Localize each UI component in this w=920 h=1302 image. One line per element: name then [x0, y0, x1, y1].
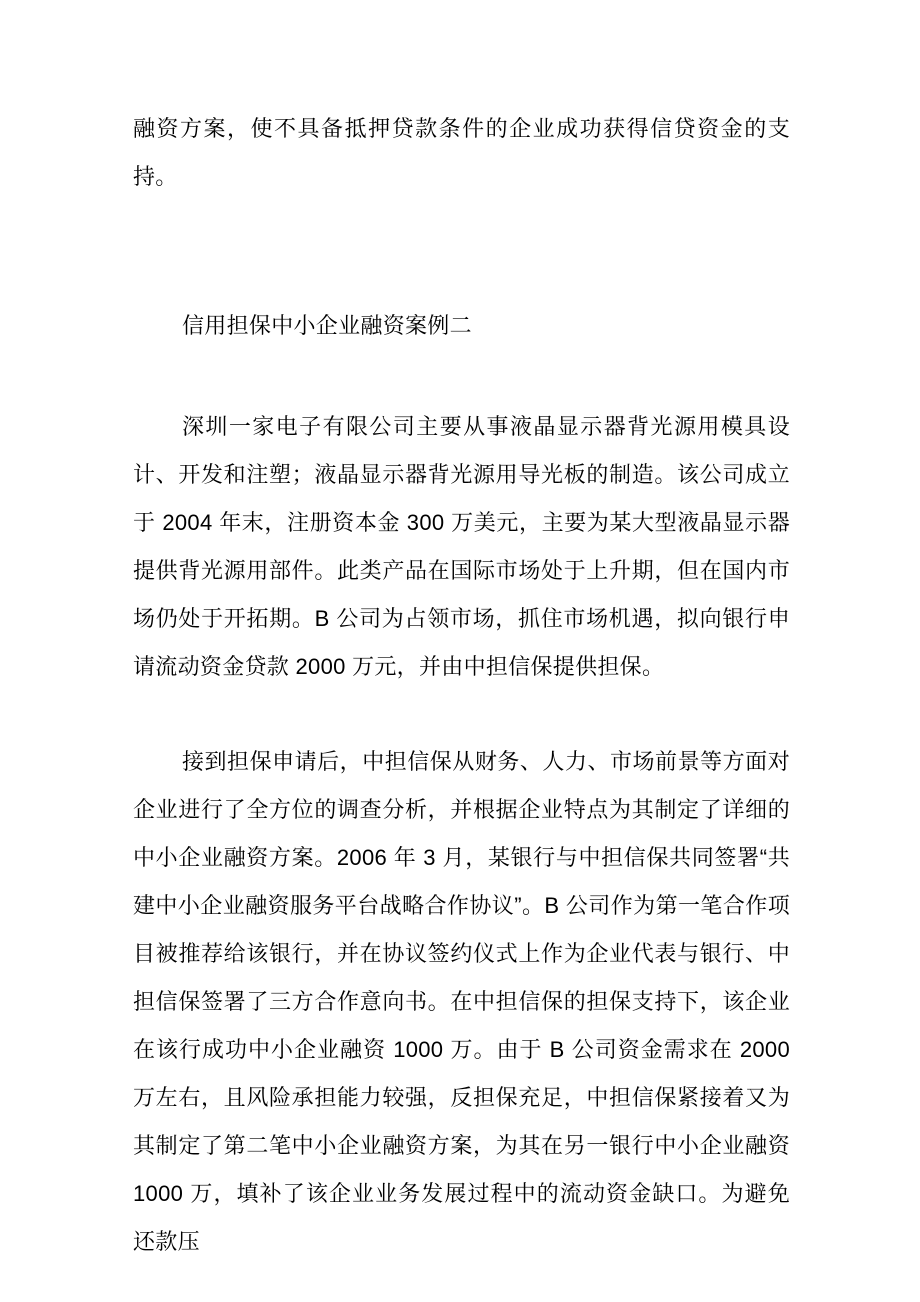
- paragraph-continuation: 融资方案，使不具备抵押贷款条件的企业成功获得信贷资金的支持。: [133, 116, 790, 189]
- paragraph-guarantee-process: 接到担保申请后，中担信保从财务、人力、市场前景等方面对企业进行了全方位的调查分析，并根据企业特点为其制定了详细的中小企业融资方案。2006 年 3 月，某银行与中担信保共同签署“共建中小企业融资服务平台战略合作协议”。B 公司作为第一笔合作项目被推荐给该银行，并在协议签约仪式上作为企业代表与银行、中担信保签署了三方合作意向书。在中担信保的担保支持下，该企业在该行成功中小企业融资 1000 万。由于 B 公司资金需求在 2000 万左右，且风险承担能力较强，反担保充足，中担信保紧接着又为其制定了第二笔中小企业融资方案，为其在另一银行中小企业融资 1000 万，填补了该企业业务发展过程中的流动资金缺口。为避免还款压: [133, 749, 790, 1254]
- paragraph-company-intro: 深圳一家电子有限公司主要从事液晶显示器背光源用模具设计、开发和注塑；液晶显示器背光源用导光板的制造。该公司成立于 2004 年末，注册资本金 300 万美元，主要为某大型液晶显示器提供背光源用部件。此类产品在国际市场处于上升期，但在国内市场仍处于开拓期。B 公司为占领市场，抓住市场机遇，拟向银行申请流动资金贷款 2000 万元，并由中担信保提供担保。: [133, 414, 790, 679]
- case-heading: 信用担保中小企业融资案例二: [182, 313, 472, 338]
